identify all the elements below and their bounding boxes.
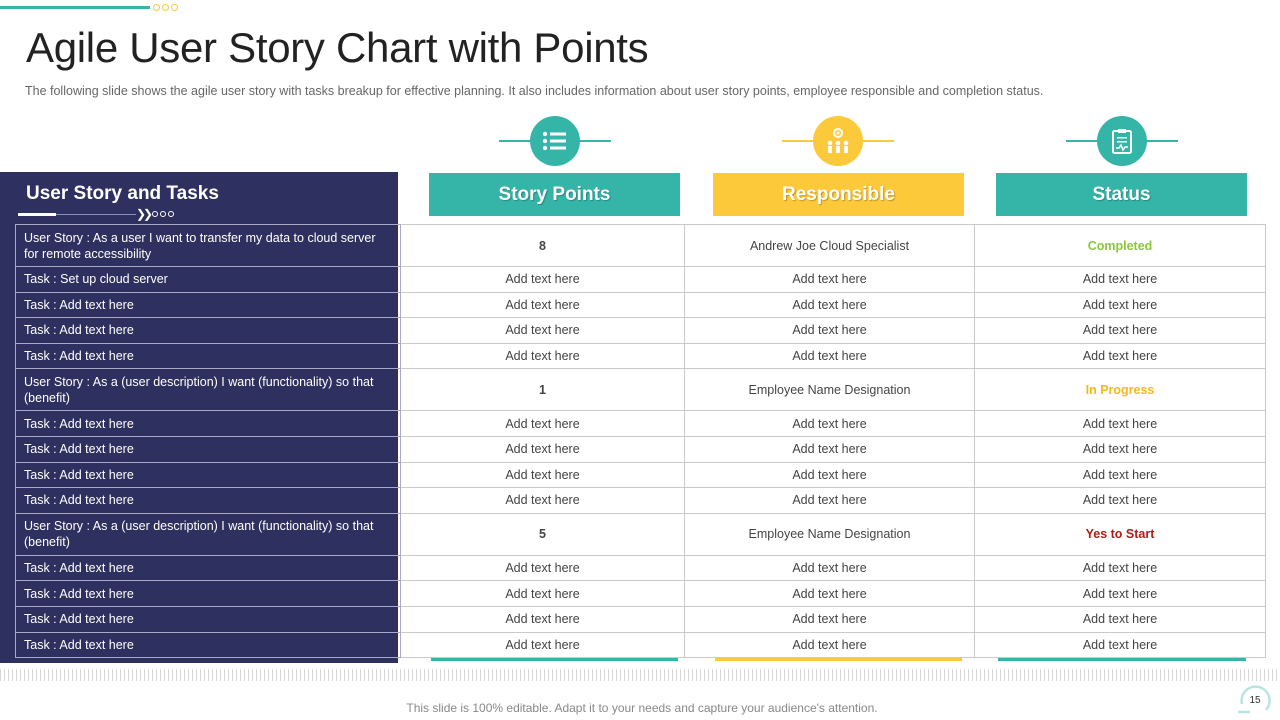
row-label: Task : Add text here xyxy=(16,343,401,369)
row-label: User Story : As a (user description) I want (functionality) so that (benefit) xyxy=(16,369,401,411)
row-label: Task : Add text here xyxy=(16,555,401,581)
responsible-cell: Add text here xyxy=(685,555,975,581)
page-number xyxy=(1236,684,1274,716)
status-cell: Add text here xyxy=(975,292,1266,318)
status-cell: Add text here xyxy=(975,318,1266,344)
responsible-cell: Add text here xyxy=(685,318,975,344)
status-cell: Add text here xyxy=(975,555,1266,581)
status-underline xyxy=(998,658,1246,661)
table-row xyxy=(16,462,1266,488)
responsible-cell: Add text here xyxy=(685,462,975,488)
status-cell: Add text here xyxy=(975,411,1266,437)
story-points-cell: Add text here xyxy=(401,343,685,369)
story-points-cell: Add text here xyxy=(401,411,685,437)
story-points-header: Story Points xyxy=(429,173,680,216)
row-label: Task : Add text here xyxy=(16,436,401,462)
story-points-cell: 5 xyxy=(401,513,685,555)
responsible-cell: Add text here xyxy=(685,581,975,607)
table-row xyxy=(16,513,1266,555)
top-accent-bar xyxy=(0,6,150,9)
responsible-cell: Add text here xyxy=(685,632,975,658)
top-accent-dots xyxy=(153,4,178,11)
row-label: User Story : As a (user description) I want (functionality) so that (benefit) xyxy=(16,513,401,555)
responsible-icon-group xyxy=(782,116,894,166)
responsible-cell: Add text here xyxy=(685,411,975,437)
row-label: Task : Add text here xyxy=(16,462,401,488)
list-icon xyxy=(530,116,580,166)
table-row xyxy=(16,369,1266,411)
responsible-cell: Add text here xyxy=(685,343,975,369)
status-cell: In Progress xyxy=(975,369,1266,411)
table-row xyxy=(16,606,1266,632)
responsible-cell: Employee Name Designation xyxy=(685,369,975,411)
header-underline-thin xyxy=(56,214,136,215)
row-label: Task : Add text here xyxy=(16,606,401,632)
row-label: Task : Add text here xyxy=(16,488,401,514)
table-row xyxy=(16,632,1266,658)
user-story-header: User Story and Tasks xyxy=(26,183,219,204)
row-label: Task : Add text here xyxy=(16,292,401,318)
story-points-cell: Add text here xyxy=(401,581,685,607)
status-cell: Add text here xyxy=(975,581,1266,607)
bottom-tick-strip xyxy=(0,669,1280,681)
row-label: Task : Add text here xyxy=(16,318,401,344)
row-label: Task : Add text here xyxy=(16,632,401,658)
responsible-cell: Add text here xyxy=(685,436,975,462)
status-cell: Add text here xyxy=(975,462,1266,488)
table-row xyxy=(16,581,1266,607)
table-row xyxy=(16,488,1266,514)
row-label: User Story : As a user I want to transfer my data to cloud server for remote accessibility xyxy=(16,225,401,267)
row-label: Task : Set up cloud server xyxy=(16,267,401,293)
story-points-cell: Add text here xyxy=(401,632,685,658)
story-points-cell: 8 xyxy=(401,225,685,267)
header-dots xyxy=(152,211,174,217)
status-cell: Yes to Start xyxy=(975,513,1266,555)
table-row xyxy=(16,318,1266,344)
page-number-text: 15 xyxy=(1249,694,1261,706)
status-cell: Add text here xyxy=(975,606,1266,632)
status-cell: Add text here xyxy=(975,488,1266,514)
responsible-cell: Employee Name Designation xyxy=(685,513,975,555)
status-cell: Add text here xyxy=(975,343,1266,369)
story-points-cell: 1 xyxy=(401,369,685,411)
responsible-cell: Add text here xyxy=(685,267,975,293)
story-points-underline xyxy=(431,658,678,661)
story-points-cell: Add text here xyxy=(401,462,685,488)
story-points-cell: Add text here xyxy=(401,292,685,318)
footer-note: This slide is 100% editable. Adapt it to your needs and capture your audience's attention. xyxy=(406,701,878,715)
slide-subtitle: The following slide shows the agile user story with tasks breakup for effective planning. It also includes information about user story points, employee responsible and completion status. xyxy=(25,84,1044,98)
story-points-cell: Add text here xyxy=(401,318,685,344)
header-underline xyxy=(18,213,56,216)
responsible-cell: Add text here xyxy=(685,606,975,632)
status-cell: Add text here xyxy=(975,436,1266,462)
status-icon-group xyxy=(1066,116,1178,166)
user-story-table xyxy=(15,224,1266,658)
story-points-cell: Add text here xyxy=(401,488,685,514)
table-row xyxy=(16,436,1266,462)
story-points-icon-group xyxy=(499,116,611,166)
story-points-cell: Add text here xyxy=(401,436,685,462)
table-row xyxy=(16,555,1266,581)
responsible-header: Responsible xyxy=(713,173,964,216)
table-row xyxy=(16,292,1266,318)
story-points-cell: Add text here xyxy=(401,555,685,581)
story-points-cell: Add text here xyxy=(401,267,685,293)
responsible-underline xyxy=(715,658,962,661)
double-chevron-icon: ❯❯ xyxy=(136,207,151,221)
status-cell: Completed xyxy=(975,225,1266,267)
slide-title: Agile User Story Chart with Points xyxy=(26,24,649,71)
table-row xyxy=(16,225,1266,267)
row-label: Task : Add text here xyxy=(16,581,401,607)
team-icon xyxy=(813,116,863,166)
status-cell: Add text here xyxy=(975,632,1266,658)
row-label: Task : Add text here xyxy=(16,411,401,437)
responsible-cell: Add text here xyxy=(685,292,975,318)
table-row xyxy=(16,343,1266,369)
responsible-cell: Andrew Joe Cloud Specialist xyxy=(685,225,975,267)
status-header: Status xyxy=(996,173,1247,216)
table-row xyxy=(16,411,1266,437)
status-cell: Add text here xyxy=(975,267,1266,293)
clipboard-icon xyxy=(1097,116,1147,166)
story-points-cell: Add text here xyxy=(401,606,685,632)
responsible-cell: Add text here xyxy=(685,488,975,514)
table-row xyxy=(16,267,1266,293)
